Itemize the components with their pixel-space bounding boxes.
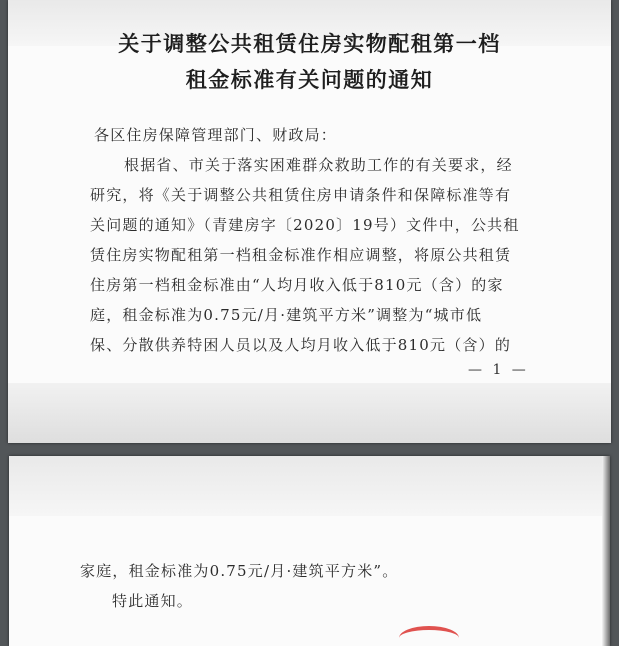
body-paragraph-line: 根据省、市关于落实困难群众救助工作的有关要求，经 — [124, 156, 513, 174]
body-paragraph-line: 赁住房实物配租第一档租金标准作相应调整，将原公共租赁 — [90, 246, 512, 264]
document-title-line-1: 关于调整公共租赁住房实物配租第一档 — [118, 32, 501, 56]
body-paragraph-line: 保、分散供养特困人员以及人均月收入低于810元（含）的 — [90, 336, 512, 354]
scan-edge — [602, 456, 610, 646]
document-title-line-2: 租金标准有关问题的通知 — [185, 68, 434, 92]
body-paragraph-line: 家庭，租金标准为0.75元/月·建筑平方米”。 — [80, 562, 399, 580]
official-seal-stamp — [399, 626, 459, 646]
document-page-1 — [8, 0, 611, 443]
document-page-2 — [9, 456, 610, 646]
body-paragraph-line: 研究，将《关于调整公共租赁住房申请条件和保障标准等有 — [90, 186, 512, 204]
scan-shadow — [9, 456, 610, 516]
page-number: — 1 — — [468, 362, 529, 378]
body-paragraph-line: 住房第一档租金标准由“人均月收入低于810元（含）的家 — [90, 276, 504, 294]
body-paragraph-line: 庭，租金标准为0.75元/月·建筑平方米”调整为“城市低 — [90, 306, 483, 324]
salutation: 各区住房保障管理部门、财政局： — [94, 126, 338, 144]
closing-line: 特此通知。 — [112, 592, 194, 610]
body-paragraph-line: 关问题的通知》（青建房字〔2020〕19号）文件中，公共租 — [90, 216, 520, 234]
scan-shadow — [8, 383, 611, 443]
